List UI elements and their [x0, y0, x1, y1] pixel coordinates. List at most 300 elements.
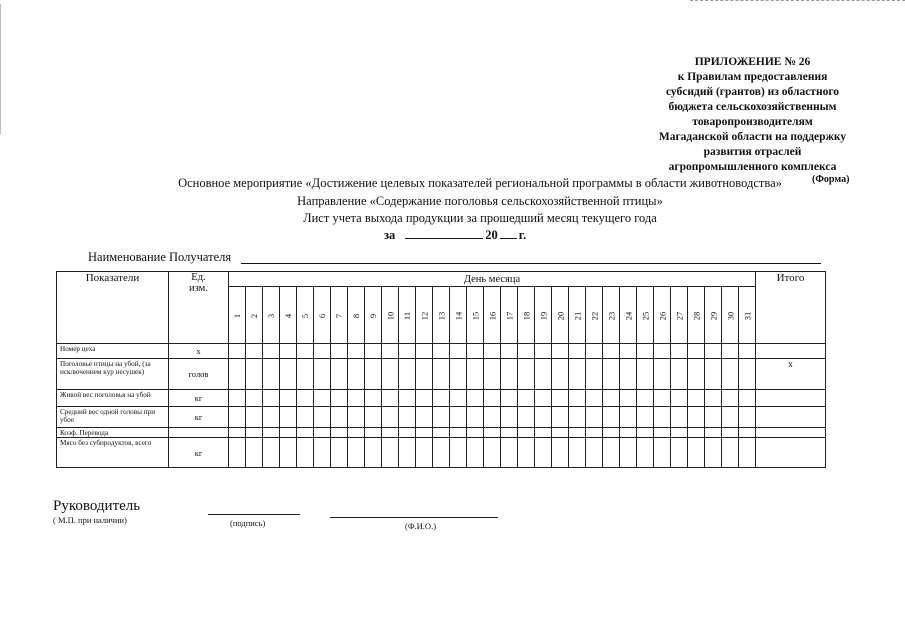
row-total[interactable]	[756, 438, 826, 468]
day-cell[interactable]	[399, 390, 416, 407]
day-cell[interactable]	[331, 428, 348, 438]
day-cell[interactable]	[552, 407, 569, 428]
day-number	[654, 287, 671, 344]
day-number-label: 29	[708, 311, 718, 321]
day-cell[interactable]	[484, 359, 501, 390]
day-cell[interactable]	[535, 438, 552, 468]
day-cell[interactable]	[382, 344, 399, 359]
day-number-label: 22	[589, 311, 599, 321]
day-cell[interactable]	[654, 428, 671, 438]
day-cell[interactable]	[722, 407, 739, 428]
day-number-label: 5	[300, 313, 310, 319]
day-number-label: 18	[521, 311, 531, 321]
day-cell[interactable]	[654, 344, 671, 359]
day-cell[interactable]	[348, 390, 365, 407]
day-cell[interactable]	[416, 438, 433, 468]
day-cell[interactable]	[382, 407, 399, 428]
day-cell[interactable]	[688, 359, 705, 390]
day-cell[interactable]	[569, 428, 586, 438]
table-row	[57, 344, 826, 359]
day-cell[interactable]	[484, 344, 501, 359]
day-cell[interactable]	[416, 344, 433, 359]
day-cell[interactable]	[467, 359, 484, 390]
signature-blank[interactable]	[208, 514, 300, 515]
day-number	[229, 287, 246, 344]
day-cell[interactable]	[314, 359, 331, 390]
day-cell[interactable]	[484, 438, 501, 468]
day-cell[interactable]	[416, 359, 433, 390]
row-unit: х	[169, 344, 229, 359]
day-cell[interactable]	[382, 390, 399, 407]
day-cell[interactable]	[637, 428, 654, 438]
scan-top-mark	[690, 0, 905, 1]
scan-edge-mark	[0, 4, 1, 134]
day-number	[603, 287, 620, 344]
day-cell[interactable]	[603, 390, 620, 407]
day-number-label: 8	[351, 313, 361, 319]
table-row	[57, 359, 826, 390]
day-cell[interactable]	[705, 344, 722, 359]
day-number	[705, 287, 722, 344]
stamp-note: ( М.П. при наличии)	[53, 515, 127, 525]
day-number-label: 25	[640, 311, 650, 321]
appendix-header	[620, 55, 885, 175]
day-number-label: 28	[691, 311, 701, 321]
day-cell[interactable]	[484, 390, 501, 407]
day-cell[interactable]	[688, 438, 705, 468]
day-cell[interactable]	[739, 438, 756, 468]
period-suffix: г.	[518, 228, 527, 242]
day-cell[interactable]	[569, 344, 586, 359]
day-cell[interactable]	[518, 390, 535, 407]
signature-caption: (подпись)	[230, 518, 266, 528]
day-cell[interactable]	[263, 359, 280, 390]
day-cell[interactable]	[246, 359, 263, 390]
day-cell[interactable]	[229, 407, 246, 428]
day-cell[interactable]	[586, 344, 603, 359]
day-cell[interactable]	[569, 407, 586, 428]
row-label: Мясо без субпродуктов, всего	[57, 438, 169, 468]
day-number	[535, 287, 552, 344]
day-number-label: 21	[572, 311, 582, 321]
day-cell[interactable]	[705, 428, 722, 438]
day-cell[interactable]	[246, 438, 263, 468]
row-label: Номер цеха	[57, 344, 169, 359]
day-cell[interactable]	[314, 407, 331, 428]
day-cell[interactable]	[399, 428, 416, 438]
day-cell[interactable]	[722, 344, 739, 359]
day-cell[interactable]	[314, 344, 331, 359]
day-cell[interactable]	[450, 407, 467, 428]
day-cell[interactable]	[586, 428, 603, 438]
day-number	[467, 287, 484, 344]
day-number-label: 1	[232, 313, 242, 319]
day-cell[interactable]	[263, 344, 280, 359]
day-cell[interactable]	[416, 407, 433, 428]
day-cell[interactable]	[331, 390, 348, 407]
day-cell[interactable]	[450, 359, 467, 390]
appendix-line: Магаданской области на поддержку	[658, 131, 847, 143]
appendix-line: товаропроизводителям	[692, 116, 813, 128]
day-number-label: 13	[436, 311, 446, 321]
day-number-label: 31	[742, 311, 752, 321]
appendix-line: развития отраслей	[703, 146, 802, 158]
day-cell[interactable]	[280, 428, 297, 438]
day-cell[interactable]	[348, 359, 365, 390]
year-blank[interactable]	[500, 226, 517, 239]
day-cell[interactable]	[331, 344, 348, 359]
day-number	[501, 287, 518, 344]
day-number-label: 6	[317, 313, 327, 319]
day-cell[interactable]	[399, 438, 416, 468]
day-number	[263, 287, 280, 344]
day-cell[interactable]	[586, 390, 603, 407]
day-number	[246, 287, 263, 344]
day-cell[interactable]	[654, 407, 671, 428]
day-cell[interactable]	[467, 390, 484, 407]
day-cell[interactable]	[688, 390, 705, 407]
day-cell[interactable]	[450, 428, 467, 438]
day-number	[722, 287, 739, 344]
day-cell[interactable]	[654, 359, 671, 390]
day-cell[interactable]	[671, 428, 688, 438]
day-number	[637, 287, 654, 344]
day-number-label: 10	[385, 311, 395, 321]
day-cell[interactable]	[501, 407, 518, 428]
day-cell[interactable]	[739, 407, 756, 428]
day-cell[interactable]	[450, 390, 467, 407]
day-number	[620, 287, 637, 344]
header-total: Итого	[756, 272, 826, 344]
day-cell[interactable]	[229, 359, 246, 390]
day-cell[interactable]	[722, 359, 739, 390]
day-cell[interactable]	[365, 438, 382, 468]
day-cell[interactable]	[416, 390, 433, 407]
day-number	[586, 287, 603, 344]
day-cell[interactable]	[535, 390, 552, 407]
day-cell[interactable]	[586, 359, 603, 390]
day-number-label: 9	[368, 313, 378, 319]
day-cell[interactable]	[569, 359, 586, 390]
period-year: 20	[485, 228, 498, 242]
day-cell[interactable]	[569, 438, 586, 468]
day-cell[interactable]	[280, 344, 297, 359]
day-cell[interactable]	[552, 344, 569, 359]
day-cell[interactable]	[501, 390, 518, 407]
production-table	[56, 271, 826, 468]
day-cell[interactable]	[688, 428, 705, 438]
day-cell[interactable]	[280, 390, 297, 407]
row-total[interactable]	[756, 428, 826, 438]
day-cell[interactable]	[620, 359, 637, 390]
day-cell[interactable]	[637, 438, 654, 468]
day-number	[382, 287, 399, 344]
day-cell[interactable]	[603, 407, 620, 428]
day-cell[interactable]	[688, 344, 705, 359]
day-cell[interactable]	[365, 359, 382, 390]
day-cell[interactable]	[246, 390, 263, 407]
day-cell[interactable]	[382, 428, 399, 438]
day-cell[interactable]	[501, 344, 518, 359]
day-cell[interactable]	[246, 344, 263, 359]
day-cell[interactable]	[229, 428, 246, 438]
day-cell[interactable]	[535, 344, 552, 359]
month-blank[interactable]	[405, 226, 483, 239]
fio-caption: (Ф.И.О.)	[405, 521, 437, 531]
day-cell[interactable]	[654, 390, 671, 407]
day-cell[interactable]	[263, 428, 280, 438]
day-number	[331, 287, 348, 344]
day-cell[interactable]	[263, 390, 280, 407]
table-row	[57, 428, 826, 438]
day-cell[interactable]	[416, 428, 433, 438]
day-cell[interactable]	[518, 344, 535, 359]
header-unit	[169, 272, 229, 344]
day-cell[interactable]	[467, 344, 484, 359]
day-cell[interactable]	[467, 407, 484, 428]
day-number	[433, 287, 450, 344]
day-cell[interactable]	[688, 407, 705, 428]
day-cell[interactable]	[739, 344, 756, 359]
day-cell[interactable]	[331, 438, 348, 468]
day-cell[interactable]	[637, 390, 654, 407]
appendix-line: агропромышленного комплекса	[668, 161, 837, 173]
row-unit: кг	[169, 407, 229, 428]
day-cell[interactable]	[603, 438, 620, 468]
day-cell[interactable]	[365, 407, 382, 428]
signature-title: Руководитель	[53, 498, 141, 514]
day-cell[interactable]	[229, 438, 246, 468]
day-cell[interactable]	[620, 428, 637, 438]
day-cell[interactable]	[620, 390, 637, 407]
day-cell[interactable]	[399, 359, 416, 390]
row-total[interactable]	[756, 390, 826, 407]
day-cell[interactable]	[433, 407, 450, 428]
row-unit: кг	[169, 438, 229, 468]
day-cell[interactable]	[484, 428, 501, 438]
row-unit: кг	[169, 390, 229, 407]
day-cell[interactable]	[365, 344, 382, 359]
day-cell[interactable]	[620, 407, 637, 428]
day-number-label: 23	[606, 311, 616, 321]
recipient-blank[interactable]	[241, 263, 821, 264]
row-label: Средний вес одной головы при убое	[57, 407, 169, 428]
period-line	[384, 226, 526, 243]
day-cell[interactable]	[671, 344, 688, 359]
day-cell[interactable]	[246, 407, 263, 428]
day-number-label: 26	[657, 311, 667, 321]
day-cell[interactable]	[586, 438, 603, 468]
day-number-label: 11	[402, 311, 412, 321]
day-number-label: 14	[453, 311, 463, 321]
day-cell[interactable]	[501, 438, 518, 468]
day-cell[interactable]	[552, 390, 569, 407]
day-cell[interactable]	[518, 407, 535, 428]
day-cell[interactable]	[722, 428, 739, 438]
day-number-label: 16	[487, 311, 497, 321]
day-cell[interactable]	[705, 407, 722, 428]
day-cell[interactable]	[297, 407, 314, 428]
day-cell[interactable]	[348, 344, 365, 359]
day-cell[interactable]	[280, 359, 297, 390]
day-cell[interactable]	[433, 438, 450, 468]
day-cell[interactable]	[467, 428, 484, 438]
day-cell[interactable]	[348, 428, 365, 438]
day-number-label: 15	[470, 311, 480, 321]
day-cell[interactable]	[297, 438, 314, 468]
day-cell[interactable]	[705, 438, 722, 468]
day-number	[569, 287, 586, 344]
day-number-label: 30	[725, 311, 735, 321]
day-cell[interactable]	[229, 390, 246, 407]
day-cell[interactable]	[722, 438, 739, 468]
day-number	[552, 287, 569, 344]
day-cell[interactable]	[620, 438, 637, 468]
day-cell[interactable]	[586, 407, 603, 428]
day-cell[interactable]	[331, 359, 348, 390]
day-cell[interactable]	[603, 344, 620, 359]
day-number-label: 4	[283, 313, 293, 319]
day-cell[interactable]	[365, 428, 382, 438]
day-number	[416, 287, 433, 344]
day-cell[interactable]	[263, 407, 280, 428]
day-cell[interactable]	[314, 390, 331, 407]
day-cell[interactable]	[637, 407, 654, 428]
row-unit: голов	[169, 359, 229, 390]
day-cell[interactable]	[433, 344, 450, 359]
row-label: Коэф. Перевода	[57, 428, 169, 438]
day-cell[interactable]	[552, 359, 569, 390]
day-cell[interactable]	[518, 359, 535, 390]
day-cell[interactable]	[518, 428, 535, 438]
day-cell[interactable]	[297, 390, 314, 407]
appendix-line: ПРИЛОЖЕНИЕ № 26	[694, 56, 811, 68]
table-row	[57, 438, 826, 468]
period-prefix: за	[384, 228, 396, 242]
day-cell[interactable]	[739, 390, 756, 407]
day-cell[interactable]	[450, 438, 467, 468]
day-cell[interactable]	[603, 359, 620, 390]
day-cell[interactable]	[297, 359, 314, 390]
day-number	[314, 287, 331, 344]
day-cell[interactable]	[399, 344, 416, 359]
day-number	[297, 287, 314, 344]
day-cell[interactable]	[467, 438, 484, 468]
day-cell[interactable]	[671, 390, 688, 407]
row-total[interactable]	[756, 344, 826, 359]
day-number	[739, 287, 756, 344]
row-label: Живой вес поголовья на убой	[57, 390, 169, 407]
table-row	[57, 390, 826, 407]
day-cell[interactable]	[246, 428, 263, 438]
day-cell[interactable]	[382, 438, 399, 468]
day-cell[interactable]	[620, 344, 637, 359]
day-number-label: 19	[538, 311, 548, 321]
table-row	[57, 407, 826, 428]
day-cell[interactable]	[722, 390, 739, 407]
day-cell[interactable]	[433, 428, 450, 438]
day-cell[interactable]	[603, 428, 620, 438]
day-cell[interactable]	[297, 344, 314, 359]
day-cell[interactable]	[552, 438, 569, 468]
day-number-label: 7	[334, 313, 344, 319]
day-cell[interactable]	[263, 438, 280, 468]
day-number-label: 3	[266, 313, 276, 319]
day-cell[interactable]	[705, 359, 722, 390]
day-cell[interactable]	[501, 359, 518, 390]
day-cell[interactable]	[654, 438, 671, 468]
fio-blank[interactable]	[330, 517, 498, 518]
day-number-label: 27	[674, 311, 684, 321]
program-title: Основное мероприятие «Достижение целевых показателей региональной программы в области животноводства»	[178, 176, 782, 190]
day-cell[interactable]	[518, 438, 535, 468]
day-cell[interactable]	[450, 344, 467, 359]
day-cell[interactable]	[348, 407, 365, 428]
day-cell[interactable]	[331, 407, 348, 428]
day-cell[interactable]	[280, 438, 297, 468]
day-cell[interactable]	[637, 359, 654, 390]
appendix-line: к Правилам предоставления	[677, 71, 828, 83]
row-unit	[169, 428, 229, 438]
day-cell[interactable]	[280, 407, 297, 428]
header-unit-line2: изм.	[189, 283, 208, 294]
header-unit-line1: Ед.	[191, 272, 206, 283]
day-cell[interactable]	[348, 438, 365, 468]
day-cell[interactable]	[229, 344, 246, 359]
day-cell[interactable]	[671, 438, 688, 468]
day-cell[interactable]	[365, 390, 382, 407]
row-total[interactable]: х	[756, 359, 826, 390]
day-cell[interactable]	[705, 390, 722, 407]
day-number	[671, 287, 688, 344]
appendix-line: субсидий (грантов) из областного	[665, 86, 840, 98]
day-cell[interactable]	[314, 438, 331, 468]
day-number	[518, 287, 535, 344]
day-number-label: 24	[623, 311, 633, 321]
day-cell[interactable]	[382, 359, 399, 390]
day-cell[interactable]	[671, 407, 688, 428]
day-number-label: 17	[504, 311, 514, 321]
day-cell[interactable]	[637, 344, 654, 359]
day-cell[interactable]	[535, 428, 552, 438]
day-cell[interactable]	[433, 390, 450, 407]
day-cell[interactable]	[671, 359, 688, 390]
day-cell[interactable]	[297, 428, 314, 438]
day-cell[interactable]	[314, 428, 331, 438]
day-cell[interactable]	[501, 428, 518, 438]
sheet-title: Лист учета выхода продукции за прошедший месяц текущего года	[303, 211, 657, 225]
day-number	[399, 287, 416, 344]
day-cell[interactable]	[433, 359, 450, 390]
day-cell[interactable]	[399, 407, 416, 428]
recipient-label: Наименование Получателя	[88, 250, 232, 264]
day-number	[365, 287, 382, 344]
day-number	[450, 287, 467, 344]
day-number-label: 12	[419, 311, 429, 321]
day-cell[interactable]	[535, 359, 552, 390]
day-cell[interactable]	[739, 359, 756, 390]
day-number	[484, 287, 501, 344]
day-cell[interactable]	[569, 390, 586, 407]
day-cell[interactable]	[484, 407, 501, 428]
day-number	[280, 287, 297, 344]
row-label: Поголовье птицы на убой, (за исключением кур несушек)	[57, 359, 169, 390]
day-cell[interactable]	[535, 407, 552, 428]
row-total[interactable]	[756, 407, 826, 428]
header-days: День месяца	[229, 272, 756, 287]
day-cell[interactable]	[552, 428, 569, 438]
day-cell[interactable]	[739, 428, 756, 438]
